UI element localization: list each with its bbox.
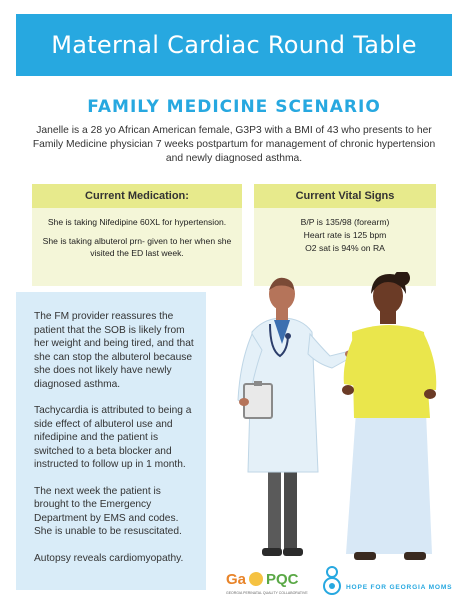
gapqc-logo-subtitle: GEORGIA PERINATAL QUALITY COLLABORATIVE bbox=[226, 591, 308, 595]
story-panel bbox=[16, 292, 206, 590]
doctor-patient-illustration bbox=[214, 272, 454, 562]
vitals-item: O2 sat is 94% on RA bbox=[305, 243, 385, 253]
scenario-title: FAMILY MEDICINE SCENARIO bbox=[87, 97, 381, 117]
medication-item: She is taking Nifedipine 60XL for hypertension. bbox=[47, 217, 227, 227]
gapqc-logo-pqc: PQC bbox=[266, 571, 299, 588]
story-paragraph: The FM provider reassures the patient that the SOB is likely from her weight and being tired, and that she can stop the albuterol because she does not likely have newly diagnosed asthma. bbox=[34, 311, 194, 390]
story-paragraph: Autopsy reveals cardiomyopathy. bbox=[34, 552, 184, 564]
vitals-item: Heart rate is 125 bpm bbox=[303, 230, 387, 240]
page-title: Maternal Cardiac Round Table bbox=[51, 31, 417, 59]
story-paragraph: The next week the patient is brought to the Emergency Department by EMS and codes. She is unable to be resuscitated. bbox=[34, 485, 182, 537]
title-banner bbox=[16, 14, 452, 76]
patient-figure bbox=[342, 272, 436, 560]
hope-logo-text: HOPE FOR GEORGIA MOMS bbox=[346, 584, 453, 591]
medication-card bbox=[32, 184, 242, 286]
medication-item: She is taking albuterol prn- given to her when she visited the ED last week. bbox=[42, 236, 232, 258]
gapqc-logo-ga: Ga bbox=[226, 571, 247, 588]
gapqc-logo bbox=[222, 562, 312, 602]
story-paragraph: Tachycardia is attributed to being a side effect of albuterol use and nifedipine and the patient is switched to a beta blocker and instructed to follow up in 1 month. bbox=[34, 405, 192, 470]
medication-list bbox=[32, 208, 242, 259]
vitals-card bbox=[254, 184, 436, 286]
story-text bbox=[34, 310, 198, 578]
scenario-intro: Janelle is a 28 yo African American female, G3P3 with a BMI of 43 who presents to her Family Medicine physician 7 weeks postpartum for management of chronic hypertension and newly diagnosed asthma. bbox=[32, 125, 436, 164]
hope-for-georgia-moms-logo bbox=[322, 562, 458, 602]
doctor-figure bbox=[238, 278, 357, 556]
vitals-heading: Current Vital Signs bbox=[254, 184, 436, 208]
vitals-item: B/P is 135/98 (forearm) bbox=[300, 217, 390, 227]
vitals-list bbox=[254, 208, 436, 254]
medication-heading: Current Medication: bbox=[32, 184, 242, 208]
